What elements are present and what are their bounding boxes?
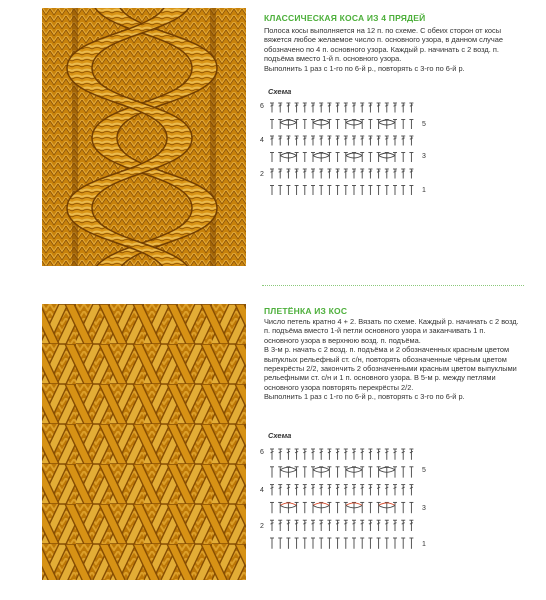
section1-scheme-diagram xyxy=(258,96,442,200)
section2-text-2: В 3-м р. начать с 2 возд. п. подъёма и 2 обозначенных красным цветом выпуклых рельефный ст. с/н, повторять обозначенные чёрным цветом перекрёсты 2/2, закончить 2 обозначенными красным цветом выпуклыми рельефными ст. с/н и 1 п. основного узора. В 5-м р. между петлями основного узора повторять перекрёсты 2/2. xyxy=(264,345,517,392)
row-number-6: 6 xyxy=(260,103,264,110)
section2-scheme-diagram xyxy=(258,442,442,554)
row-number-6: 6 xyxy=(260,449,264,456)
section2-text-3: Выполнить 1 раз с 1-го по 6-й р., повторять с 3-го по 6-й р. xyxy=(264,392,465,402)
row-number-3: 3 xyxy=(422,505,426,512)
section2-title: ПЛЕТЁНКА ИЗ КОС xyxy=(264,306,348,316)
section-divider xyxy=(262,285,524,286)
row-number-4: 4 xyxy=(260,137,264,144)
row-number-3: 3 xyxy=(422,153,426,160)
row-number-4: 4 xyxy=(260,487,264,494)
section2-scheme-label: Схема xyxy=(268,431,292,440)
section2-description xyxy=(264,317,522,402)
row-number-5: 5 xyxy=(422,121,426,128)
section1-description xyxy=(264,26,522,73)
section1-title: КЛАССИЧЕСКАЯ КОСА ИЗ 4 ПРЯДЕЙ xyxy=(264,13,426,23)
section1-scheme-label: Схема xyxy=(268,87,292,96)
lattice-swatch-photo xyxy=(42,304,246,580)
section1-text-1: Полоса косы выполняется на 12 п. по схеме. С обеих сторон от косы вяжется любое желаемое число п. основного узора, в данном случае обозначено по 4 п. основного узора. Каждый р. начинать с 2 возд. п. подъёма вместо 1-й п. основного узора. xyxy=(264,26,503,64)
row-number-1: 1 xyxy=(422,187,426,194)
section1-text-2: Выполнить 1 раз с 1-го по 6-й р., повторять с 3-го по 6-й р. xyxy=(264,63,465,73)
row-number-1: 1 xyxy=(422,541,426,548)
cable-swatch-photo xyxy=(42,8,246,266)
row-number-5: 5 xyxy=(422,467,426,474)
row-number-2: 2 xyxy=(260,171,264,178)
row-number-2: 2 xyxy=(260,523,264,530)
section2-text-1: Число петель кратно 4 + 2. Вязать по схеме. Каждый р. начинать с 2 возд. п. подъёма вместо 1-й петли основного узора и заканчивать 1 п. основного узора в верхнюю возд. п. подъёма. xyxy=(264,317,519,345)
